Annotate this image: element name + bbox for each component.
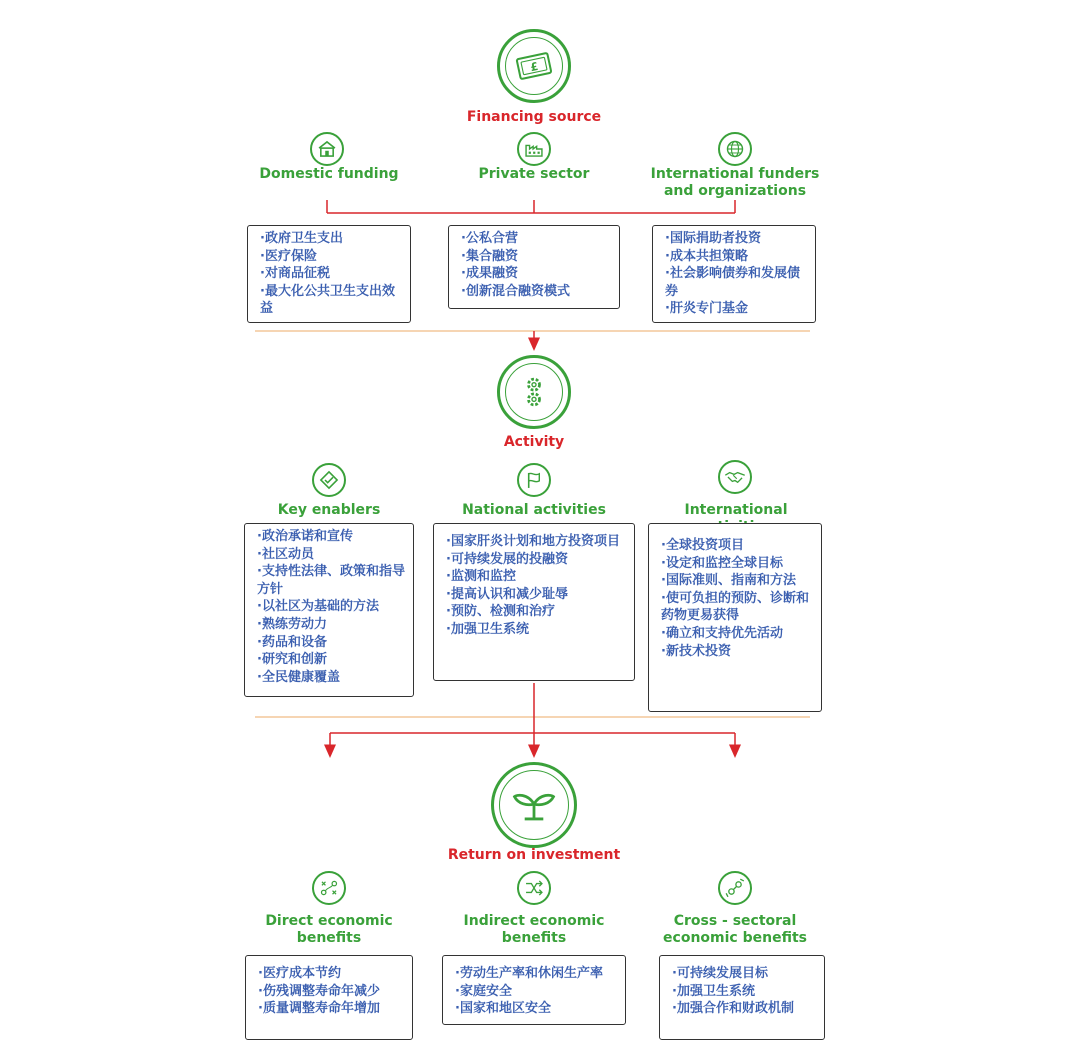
private-sector-title: Private sector: [478, 166, 590, 182]
private-sector-list: [461, 230, 613, 300]
svg-text:£: £: [529, 59, 540, 75]
international-funders-title: International funders and organizations: [650, 166, 820, 199]
list-item: ·成果融资: [461, 266, 518, 282]
indirect-benefits-title: Indirect economic benefits: [463, 913, 605, 946]
list-item: ·伤残调整寿命年减少: [258, 983, 380, 999]
list-item: ·社会影响债券和发展债券: [665, 266, 800, 299]
key-enablers-title: Key enablers: [277, 502, 381, 518]
direct-benefits-box: [245, 955, 413, 1040]
scatter-arrows-icon: [312, 871, 346, 905]
international-funders-list: [665, 230, 809, 318]
list-item: ·新技术投资: [661, 643, 731, 659]
handshake-icon: [718, 460, 752, 494]
list-item: ·政府卫生支出: [260, 231, 343, 246]
check-diamond-icon: [312, 463, 346, 497]
list-item: ·医疗成本节约: [258, 966, 341, 981]
flag-icon: [517, 463, 551, 497]
key-enablers-box: [244, 523, 414, 697]
list-item: ·可持续发展目标: [672, 966, 768, 981]
list-item: ·提高认识和减少耻辱: [446, 586, 568, 602]
list-item: ·对商品征税: [260, 266, 330, 282]
list-item: ·药品和设备: [257, 634, 327, 650]
list-item: ·加强卫生系统: [672, 983, 755, 999]
list-item: ·研究和创新: [257, 652, 327, 668]
list-item: ·家庭安全: [455, 983, 512, 999]
list-item: ·政治承诺和宣传: [257, 529, 353, 544]
activity-title: Activity: [503, 434, 565, 450]
national-activities-list: [446, 533, 628, 639]
house-icon: [310, 132, 344, 166]
list-item: ·国家和地区安全: [455, 1001, 551, 1017]
list-item: ·社区动员: [257, 546, 314, 562]
list-item: ·支持性法律、政策和指导方针: [257, 564, 405, 597]
list-item: ·创新混合融资模式: [461, 283, 570, 299]
direct-benefits-title: Direct economic benefits: [265, 913, 393, 946]
list-item: ·确立和支持优先活动: [661, 625, 783, 641]
gears-icon: [497, 355, 571, 429]
list-item: ·质量调整寿命年增加: [258, 1001, 380, 1017]
list-item: ·加强合作和财政机制: [672, 1001, 794, 1017]
list-item: ·全球投资项目: [661, 538, 744, 553]
list-item: ·医疗保险: [260, 248, 317, 264]
list-item: ·以社区为基础的方法: [257, 599, 379, 615]
international-activities-box: [648, 523, 822, 712]
domestic-funding-box: [247, 225, 411, 323]
list-item: ·国际准则、指南和方法: [661, 573, 796, 589]
list-item: ·劳动生产率和休闲生产率: [455, 966, 603, 981]
cross-sectoral-benefits-list: [672, 965, 818, 1018]
banknote-icon: [497, 29, 571, 103]
list-item: ·可持续发展的投融资: [446, 551, 568, 567]
financing-title: Financing source: [466, 109, 602, 125]
list-item: ·集合融资: [461, 248, 518, 264]
crossing-arrows-icon: [517, 871, 551, 905]
sprout-icon: [491, 762, 577, 848]
list-item: ·成本共担策略: [665, 248, 748, 264]
list-item: ·设定和监控全球目标: [661, 555, 783, 571]
international-activities-title: International: [684, 502, 788, 518]
factory-icon: [517, 132, 551, 166]
list-item: ·国际捐助者投资: [665, 231, 761, 246]
globe-icon: [718, 132, 752, 166]
list-item: ·全民健康覆盖: [257, 669, 340, 685]
list-item: ·国家肝炎计划和地方投资项目: [446, 534, 620, 549]
international-funders-box: [652, 225, 816, 323]
private-sector-box: [448, 225, 620, 309]
domestic-funding-title: Domestic funding: [259, 166, 399, 182]
indirect-benefits-list: [455, 965, 619, 1018]
list-item: ·加强卫生系统: [446, 621, 529, 637]
list-item: ·监测和监控: [446, 569, 516, 585]
cross-sectoral-benefits-title: Cross - sectoral economic benefits: [663, 913, 807, 946]
roi-title: Return on investment: [447, 847, 621, 863]
indirect-benefits-box: [442, 955, 626, 1025]
link-arrows-icon: [718, 871, 752, 905]
list-item: ·肝炎专门基金: [665, 301, 748, 317]
list-item: ·熟练劳动力: [257, 616, 327, 632]
list-item: ·公私合营: [461, 231, 518, 246]
cross-sectoral-benefits-box: [659, 955, 825, 1040]
national-activities-title: National activities: [462, 502, 606, 518]
list-item: ·使可负担的预防、诊断和药物更易获得: [661, 590, 809, 624]
domestic-funding-list: [260, 230, 404, 318]
list-item: ·最大化公共卫生支出效益: [260, 283, 395, 317]
international-activities-list: [661, 537, 815, 660]
list-item: ·预防、检测和治疗: [446, 604, 555, 620]
national-activities-box: [433, 523, 635, 681]
key-enablers-list: [257, 528, 407, 686]
direct-benefits-list: [258, 965, 406, 1018]
